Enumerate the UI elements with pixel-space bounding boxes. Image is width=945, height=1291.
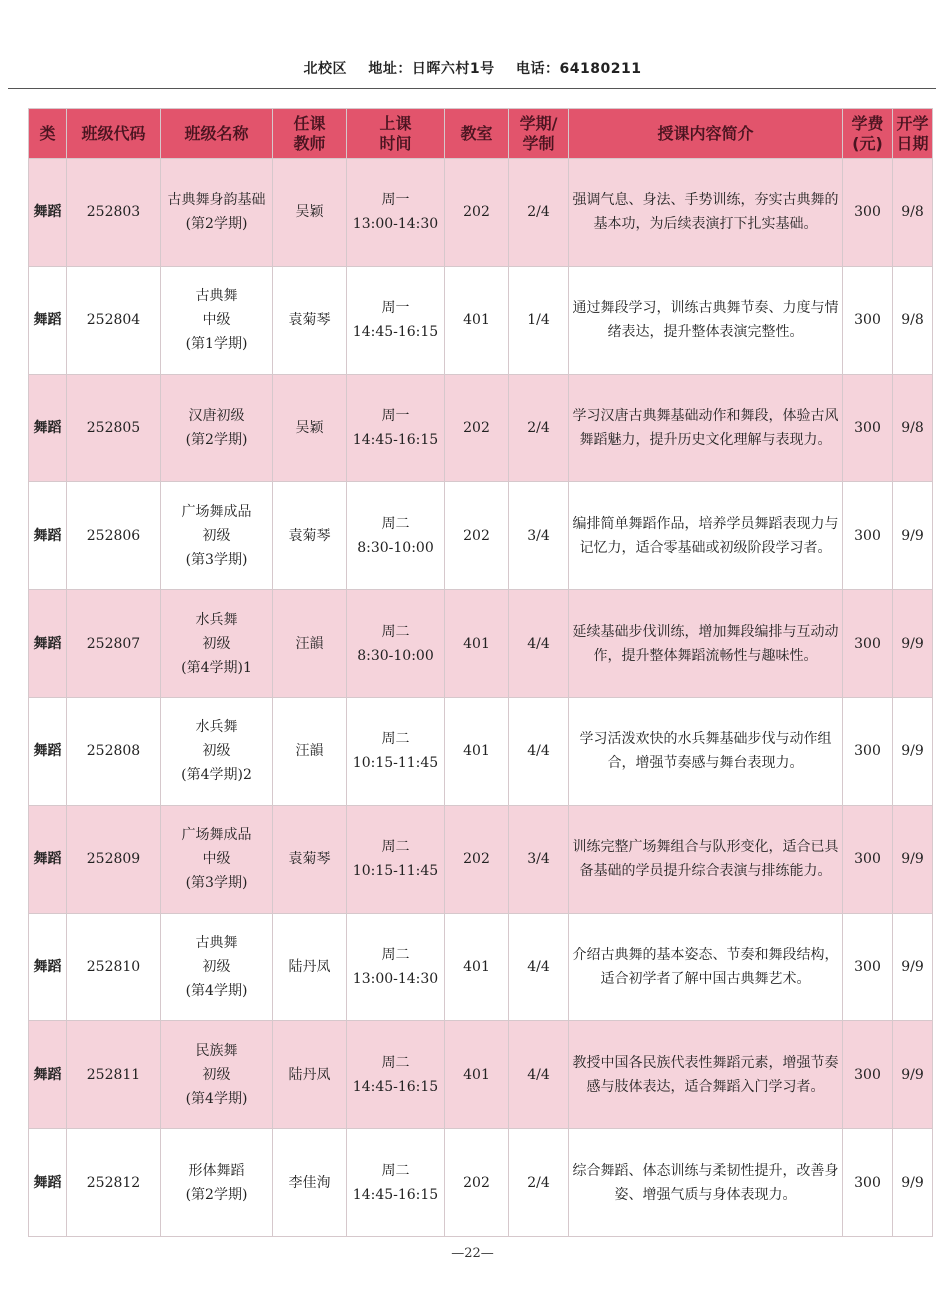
time-cell: 周二 13:00-14:30 [347, 913, 445, 1021]
fee-cell: 300 [843, 374, 893, 482]
time-cell: 周一 13:00-14:30 [347, 159, 445, 267]
fee-cell: 300 [843, 805, 893, 913]
term-cell: 4/4 [509, 590, 569, 698]
table-row [29, 805, 933, 913]
time-cell: 周一 14:45-16:15 [347, 266, 445, 374]
start-date-cell: 9/9 [893, 1129, 933, 1237]
fee-cell: 300 [843, 697, 893, 805]
description-cell: 学习活泼欢快的水兵舞基础步伐与动作组合，增强节奏感与舞台表现力。 [569, 697, 843, 805]
start-date-cell: 9/8 [893, 266, 933, 374]
table-row [29, 1021, 933, 1129]
start-date-cell: 9/8 [893, 159, 933, 267]
time-cell: 周二 8:30-10:00 [347, 590, 445, 698]
start-date-cell: 9/9 [893, 590, 933, 698]
category-cell: 舞蹈 [29, 159, 67, 267]
teacher-cell: 李佳洵 [273, 1129, 347, 1237]
col-start-date-header: 开学 日期 [893, 109, 933, 159]
start-date-cell: 9/9 [893, 805, 933, 913]
description-cell: 学习汉唐古典舞基础动作和舞段，体验古风舞蹈魅力，提升历史文化理解与表现力。 [569, 374, 843, 482]
col-description-header: 授课内容简介 [569, 109, 843, 159]
description-cell: 编排简单舞蹈作品，培养学员舞蹈表现力与记忆力，适合零基础或初级阶段学习者。 [569, 482, 843, 590]
class-name-cell: 汉唐初级 (第2学期) [161, 374, 273, 482]
fee-cell: 300 [843, 590, 893, 698]
class-name-cell: 广场舞成品 初级 (第3学期) [161, 482, 273, 590]
col-term-header: 学期/ 学制 [509, 109, 569, 159]
col-class-code-header: 班级代码 [67, 109, 161, 159]
class-code-cell: 252811 [67, 1021, 161, 1129]
class-code-cell: 252806 [67, 482, 161, 590]
class-name-cell: 水兵舞 初级 (第4学期)2 [161, 697, 273, 805]
classroom-cell: 202 [445, 805, 509, 913]
start-date-cell: 9/9 [893, 913, 933, 1021]
class-code-cell: 252812 [67, 1129, 161, 1237]
class-name-cell: 古典舞 中级 (第1学期) [161, 266, 273, 374]
term-cell: 4/4 [509, 1021, 569, 1129]
fee-cell: 300 [843, 1021, 893, 1129]
col-teacher-header: 任课 教师 [273, 109, 347, 159]
campus-phone: 电话：64180211 [516, 61, 642, 77]
col-category-header: 类 [29, 109, 67, 159]
time-cell: 周二 10:15-11:45 [347, 805, 445, 913]
category-cell: 舞蹈 [29, 1021, 67, 1129]
description-cell: 延续基础步伐训练，增加舞段编排与互动动作，提升整体舞蹈流畅性与趣味性。 [569, 590, 843, 698]
table-row [29, 913, 933, 1021]
fee-cell: 300 [843, 913, 893, 1021]
table-row [29, 374, 933, 482]
class-name-cell: 古典舞 初级 (第4学期) [161, 913, 273, 1021]
table-row [29, 1129, 933, 1237]
page-number: —22— [451, 1246, 494, 1261]
class-code-cell: 252804 [67, 266, 161, 374]
teacher-cell: 吴颖 [273, 374, 347, 482]
teacher-cell: 袁菊琴 [273, 266, 347, 374]
classroom-cell: 401 [445, 1021, 509, 1129]
table-row [29, 482, 933, 590]
fee-cell: 300 [843, 266, 893, 374]
fee-cell: 300 [843, 1129, 893, 1237]
start-date-cell: 9/8 [893, 374, 933, 482]
teacher-cell: 汪韻 [273, 590, 347, 698]
category-cell: 舞蹈 [29, 590, 67, 698]
category-cell: 舞蹈 [29, 482, 67, 590]
teacher-cell: 袁菊琴 [273, 805, 347, 913]
teacher-cell: 陆丹凤 [273, 913, 347, 1021]
start-date-cell: 9/9 [893, 697, 933, 805]
campus-name: 北校区 [303, 61, 348, 77]
classroom-cell: 401 [445, 266, 509, 374]
fee-cell: 300 [843, 482, 893, 590]
term-cell: 2/4 [509, 159, 569, 267]
class-code-cell: 252805 [67, 374, 161, 482]
table-header-row [29, 109, 933, 159]
description-cell: 教授中国各民族代表性舞蹈元素，增强节奏感与肢体表达，适合舞蹈入门学习者。 [569, 1021, 843, 1129]
category-cell: 舞蹈 [29, 913, 67, 1021]
teacher-cell: 汪韻 [273, 697, 347, 805]
class-code-cell: 252803 [67, 159, 161, 267]
header-divider [8, 88, 936, 89]
class-name-cell: 古典舞身韵基础 (第2学期) [161, 159, 273, 267]
col-classroom-header: 教室 [445, 109, 509, 159]
campus-address: 地址：日晖六村1号 [368, 61, 495, 77]
class-code-cell: 252807 [67, 590, 161, 698]
class-name-cell: 民族舞 初级 (第4学期) [161, 1021, 273, 1129]
table-row [29, 590, 933, 698]
term-cell: 3/4 [509, 805, 569, 913]
classroom-cell: 202 [445, 482, 509, 590]
table-row [29, 697, 933, 805]
category-cell: 舞蹈 [29, 1129, 67, 1237]
time-cell: 周一 14:45-16:15 [347, 374, 445, 482]
description-cell: 综合舞蹈、体态训练与柔韧性提升，改善身姿、增强气质与身体表现力。 [569, 1129, 843, 1237]
class-name-cell: 形体舞蹈 (第2学期) [161, 1129, 273, 1237]
fee-cell: 300 [843, 159, 893, 267]
category-cell: 舞蹈 [29, 266, 67, 374]
term-cell: 2/4 [509, 1129, 569, 1237]
classroom-cell: 401 [445, 590, 509, 698]
classroom-cell: 401 [445, 697, 509, 805]
term-cell: 4/4 [509, 913, 569, 1021]
description-cell: 通过舞段学习，训练古典舞节奏、力度与情绪表达，提升整体表演完整性。 [569, 266, 843, 374]
table-row [29, 266, 933, 374]
time-cell: 周二 14:45-16:15 [347, 1129, 445, 1237]
class-name-cell: 水兵舞 初级 (第4学期)1 [161, 590, 273, 698]
page-header [0, 58, 945, 78]
description-cell: 介绍古典舞的基本姿态、节奏和舞段结构，适合初学者了解中国古典舞艺术。 [569, 913, 843, 1021]
term-cell: 2/4 [509, 374, 569, 482]
class-code-cell: 252808 [67, 697, 161, 805]
classroom-cell: 401 [445, 913, 509, 1021]
classroom-cell: 202 [445, 374, 509, 482]
teacher-cell: 吴颖 [273, 159, 347, 267]
col-fee-header: 学费 (元) [843, 109, 893, 159]
time-cell: 周二 8:30-10:00 [347, 482, 445, 590]
course-schedule-table [28, 108, 933, 1237]
start-date-cell: 9/9 [893, 1021, 933, 1129]
term-cell: 4/4 [509, 697, 569, 805]
term-cell: 1/4 [509, 266, 569, 374]
description-cell: 强调气息、身法、手势训练，夯实古典舞的基本功，为后续表演打下扎实基础。 [569, 159, 843, 267]
term-cell: 3/4 [509, 482, 569, 590]
teacher-cell: 袁菊琴 [273, 482, 347, 590]
table-body [29, 159, 933, 1237]
class-name-cell: 广场舞成品 中级 (第3学期) [161, 805, 273, 913]
classroom-cell: 202 [445, 159, 509, 267]
category-cell: 舞蹈 [29, 805, 67, 913]
class-code-cell: 252809 [67, 805, 161, 913]
classroom-cell: 202 [445, 1129, 509, 1237]
teacher-cell: 陆丹凤 [273, 1021, 347, 1129]
col-class-name-header: 班级名称 [161, 109, 273, 159]
time-cell: 周二 14:45-16:15 [347, 1021, 445, 1129]
description-cell: 训练完整广场舞组合与队形变化，适合已具备基础的学员提升综合表演与排练能力。 [569, 805, 843, 913]
category-cell: 舞蹈 [29, 697, 67, 805]
col-time-header: 上课 时间 [347, 109, 445, 159]
class-code-cell: 252810 [67, 913, 161, 1021]
start-date-cell: 9/9 [893, 482, 933, 590]
category-cell: 舞蹈 [29, 374, 67, 482]
table-row [29, 159, 933, 267]
time-cell: 周二 10:15-11:45 [347, 697, 445, 805]
